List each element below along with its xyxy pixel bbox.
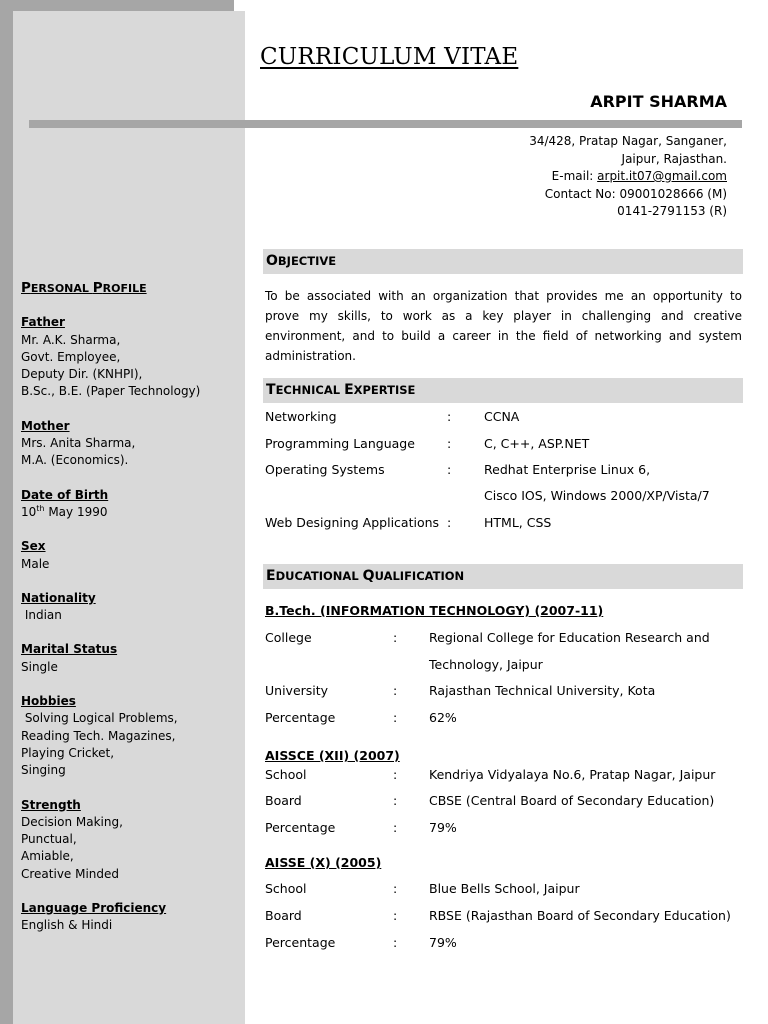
father-line: Mr. A.K. Sharma, bbox=[21, 332, 121, 347]
marital-value: Single bbox=[21, 659, 58, 674]
edu-label: College bbox=[265, 630, 312, 645]
hobby-line: Reading Tech. Magazines, bbox=[21, 728, 176, 743]
father-line: Deputy Dir. (KNHPI), bbox=[21, 367, 143, 382]
edu-colon: : bbox=[393, 793, 398, 808]
edu-value: RBSE (Rajasthan Board of Secondary Education) bbox=[429, 908, 731, 923]
technical-heading: TECHNICAL EXPERTISE bbox=[263, 378, 743, 403]
contact-block bbox=[529, 133, 727, 221]
tech-value: HTML, CSS bbox=[484, 515, 552, 530]
edu-label: School bbox=[265, 881, 307, 896]
tech-value: CCNA bbox=[484, 409, 520, 424]
phone-res: 0141-2791153 (R) bbox=[617, 204, 727, 218]
page-title: CURRICULUM VITAE bbox=[260, 44, 519, 70]
email-link[interactable]: arpit.it07@gmail.com bbox=[597, 169, 727, 183]
tech-colon: : bbox=[447, 515, 452, 530]
marital-label: Marital Status bbox=[21, 642, 118, 657]
edu-value: 62% bbox=[429, 710, 457, 725]
address-line-2: Jaipur, Rajasthan. bbox=[621, 151, 727, 166]
phone-mobile: 09001028666 (M) bbox=[619, 186, 727, 201]
edu-colon: : bbox=[393, 710, 398, 725]
edu-colon: : bbox=[393, 881, 398, 896]
edu-value: Regional College for Education Research and bbox=[429, 630, 710, 645]
edu-value: 79% bbox=[429, 935, 457, 950]
hobby-line: Solving Logical Problems, bbox=[21, 711, 178, 726]
tech-label: Programming Language bbox=[265, 436, 415, 451]
sex-label: Sex bbox=[21, 539, 46, 554]
hobbies-label: Hobbies bbox=[21, 694, 76, 709]
tech-label: Networking bbox=[265, 409, 337, 424]
contact-label: Contact No: bbox=[544, 186, 616, 201]
side-bar-top bbox=[13, 0, 234, 11]
strength-line: Punctual, bbox=[21, 832, 77, 847]
mother-label: Mother bbox=[21, 418, 70, 433]
hobby-line: Playing Cricket, bbox=[21, 745, 115, 760]
edu-value: Rajasthan Technical University, Kota bbox=[429, 683, 656, 698]
edu-label: University bbox=[265, 683, 329, 698]
father-line: B.Sc., B.E. (Paper Technology) bbox=[21, 384, 201, 399]
phone-line bbox=[529, 186, 727, 204]
strength-line: Creative Minded bbox=[21, 866, 120, 881]
objective-heading: OBJECTIVE bbox=[263, 249, 743, 274]
edu-colon: : bbox=[393, 630, 398, 645]
edu-label: Percentage bbox=[265, 710, 336, 725]
edu-label: School bbox=[265, 767, 307, 782]
language-label: Language Proficiency bbox=[21, 901, 167, 916]
edu-colon: : bbox=[393, 935, 398, 950]
hobby-line: Singing bbox=[21, 763, 66, 778]
dob-label: Date of Birth bbox=[21, 487, 109, 502]
candidate-name: ARPIT SHARMA bbox=[590, 92, 727, 111]
mother-line: M.A. (Economics). bbox=[21, 453, 129, 468]
edu-colon: : bbox=[393, 820, 398, 835]
father-line: Govt. Employee, bbox=[21, 349, 121, 364]
tech-value: Cisco IOS, Windows 2000/XP/Vista/7 bbox=[484, 488, 710, 503]
tech-colon: : bbox=[447, 436, 452, 451]
edu-value: 79% bbox=[429, 820, 457, 835]
tech-colon: : bbox=[447, 409, 452, 424]
edu-label: Board bbox=[265, 908, 302, 923]
aissce-title: AISSCE (XII) (2007) bbox=[265, 748, 400, 763]
edu-value: Technology, Jaipur bbox=[429, 657, 543, 672]
strength-line: Amiable, bbox=[21, 849, 74, 864]
side-bar-dark bbox=[0, 0, 13, 1024]
sex-value: Male bbox=[21, 556, 50, 571]
language-value: English & Hindi bbox=[21, 918, 113, 933]
personal-profile bbox=[21, 280, 236, 935]
tech-label: Web Designing Applications bbox=[265, 515, 440, 530]
edu-value: Kendriya Vidyalaya No.6, Pratap Nagar, Jaipur bbox=[429, 767, 716, 782]
tech-label: Operating Systems bbox=[265, 462, 385, 477]
mother-line: Mrs. Anita Sharma, bbox=[21, 436, 136, 451]
aisse-title: AISSE (X) (2005) bbox=[265, 855, 382, 870]
address-line-1: 34/428, Pratap Nagar, Sanganer, bbox=[529, 134, 727, 148]
dob-value: 10th May 1990 bbox=[21, 503, 108, 519]
header-divider bbox=[29, 120, 742, 128]
edu-value: CBSE (Central Board of Secondary Education) bbox=[429, 793, 715, 808]
nationality-label: Nationality bbox=[21, 590, 96, 605]
objective-text: To be associated with an organization that provides me an opportunity to prove my skills, to work as a key player in challenging and creative environment, and to build a career in the field of networking and system administration. bbox=[265, 289, 742, 363]
edu-label: Percentage bbox=[265, 820, 336, 835]
tech-colon: : bbox=[447, 462, 452, 477]
email-line bbox=[529, 168, 727, 186]
edu-label: Percentage bbox=[265, 935, 336, 950]
edu-colon: : bbox=[393, 683, 398, 698]
tech-value: Redhat Enterprise Linux 6, bbox=[484, 462, 651, 477]
edu-colon: : bbox=[393, 908, 398, 923]
email-label: E-mail: bbox=[551, 169, 594, 183]
tech-value: C, C++, ASP.NET bbox=[484, 436, 590, 451]
edu-value: Blue Bells School, Jaipur bbox=[429, 881, 580, 896]
strength-label: Strength bbox=[21, 797, 81, 812]
profile-heading: PERSONAL PROFILE bbox=[21, 280, 147, 296]
edu-label: Board bbox=[265, 793, 302, 808]
edu-colon: : bbox=[393, 767, 398, 782]
education-heading: EDUCATIONAL QUALIFICATION bbox=[263, 564, 743, 589]
nationality-value: Indian bbox=[21, 608, 62, 623]
btech-title: B.Tech. (INFORMATION TECHNOLOGY) (2007-11) bbox=[265, 603, 604, 618]
father-label: Father bbox=[21, 315, 65, 330]
strength-line: Decision Making, bbox=[21, 814, 123, 829]
